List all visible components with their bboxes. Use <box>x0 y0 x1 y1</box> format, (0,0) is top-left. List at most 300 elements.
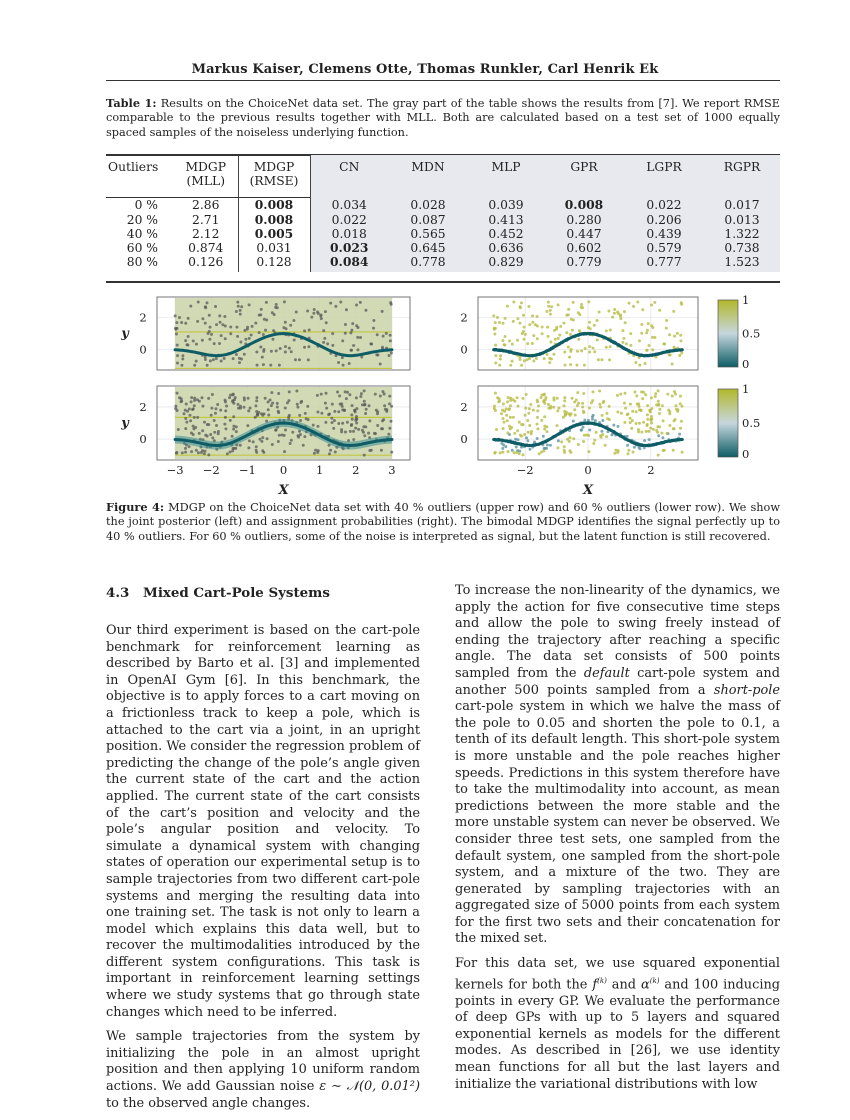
data-point <box>596 339 599 342</box>
data-point <box>557 439 560 442</box>
data-point <box>536 416 539 419</box>
data-point <box>368 404 371 407</box>
data-point <box>175 452 178 455</box>
data-point <box>501 451 504 454</box>
data-point <box>572 437 575 440</box>
data-point <box>271 443 274 446</box>
data-point <box>243 353 246 356</box>
data-point <box>594 419 597 422</box>
data-point <box>499 354 502 357</box>
data-point <box>680 351 683 354</box>
data-point <box>382 418 385 421</box>
data-point <box>582 426 585 429</box>
data-point <box>184 409 187 412</box>
data-point <box>582 410 585 413</box>
data-point <box>355 324 358 327</box>
data-point <box>232 357 235 360</box>
data-point <box>383 404 386 407</box>
data-point <box>346 421 349 424</box>
data-point <box>520 423 523 426</box>
table-cell-lgpr: 0.206 <box>624 213 704 227</box>
data-point <box>209 326 212 329</box>
data-point <box>511 449 514 452</box>
data-point <box>567 313 570 316</box>
data-point <box>364 309 367 312</box>
data-point <box>629 332 632 335</box>
table-header-row <box>106 155 780 192</box>
data-point <box>354 427 357 430</box>
data-point <box>645 331 648 334</box>
data-point <box>563 396 566 399</box>
data-point <box>196 416 199 419</box>
data-point <box>681 451 684 454</box>
data-point <box>389 339 392 342</box>
data-point <box>215 407 218 410</box>
data-point <box>284 406 287 409</box>
data-point <box>185 402 188 405</box>
data-point <box>224 427 227 430</box>
data-point <box>587 450 590 453</box>
data-point <box>658 412 661 415</box>
data-point <box>349 331 352 334</box>
y-axis-label: y <box>121 416 129 431</box>
data-point <box>264 329 267 332</box>
data-point <box>584 347 587 350</box>
data-point <box>348 393 351 396</box>
data-point <box>538 452 541 455</box>
data-point <box>674 392 677 395</box>
data-point <box>255 399 258 402</box>
data-point <box>543 415 546 418</box>
data-point <box>195 360 198 363</box>
data-point <box>176 354 179 357</box>
data-point <box>255 396 258 399</box>
data-point <box>190 431 193 434</box>
data-point <box>280 434 283 437</box>
data-point <box>368 419 371 422</box>
data-point <box>526 439 529 442</box>
data-point <box>548 361 551 364</box>
data-point <box>362 425 365 428</box>
data-point <box>349 430 352 433</box>
data-point <box>494 392 497 395</box>
data-point <box>236 335 239 338</box>
data-point <box>510 426 513 429</box>
table-cell-mdgp-mll: 2.71 <box>192 212 220 227</box>
data-point <box>368 449 371 452</box>
data-point <box>273 313 276 316</box>
running-head-authors: Markus Kaiser, Clemens Otte, Thomas Runkler, Carl Henrik Ek <box>191 62 659 77</box>
data-point <box>297 436 300 439</box>
table-cell-mlp: 0.636 <box>468 241 544 255</box>
data-point <box>341 422 344 425</box>
data-point <box>680 301 683 304</box>
table-cell-cn: 0.034 <box>310 192 388 212</box>
data-point <box>627 449 630 452</box>
data-point <box>564 364 567 367</box>
data-point <box>592 390 595 393</box>
data-point <box>532 359 535 362</box>
data-point <box>221 323 224 326</box>
data-point <box>356 348 359 351</box>
data-point <box>307 345 310 348</box>
data-point <box>340 430 343 433</box>
data-point <box>277 440 280 443</box>
data-point <box>518 450 521 453</box>
data-point <box>581 402 584 405</box>
data-point <box>574 413 577 416</box>
data-point <box>668 412 671 415</box>
data-point <box>592 347 595 350</box>
data-point <box>350 329 353 332</box>
data-point <box>563 351 566 354</box>
data-point <box>327 413 330 416</box>
data-point <box>525 393 528 396</box>
data-point <box>193 364 196 367</box>
data-point <box>572 420 575 423</box>
data-point <box>262 451 265 454</box>
data-point <box>352 344 355 347</box>
data-point <box>300 401 303 404</box>
data-point <box>650 396 653 399</box>
data-point <box>547 335 550 338</box>
data-point <box>185 421 188 424</box>
data-point <box>562 416 565 419</box>
table-cell-mlp: 0.413 <box>468 213 544 227</box>
data-point <box>341 339 344 342</box>
data-point <box>258 331 261 334</box>
data-point <box>653 336 656 339</box>
data-point <box>225 404 228 407</box>
data-point <box>348 362 351 365</box>
data-point <box>192 340 195 343</box>
data-point <box>255 451 258 454</box>
data-point <box>174 405 177 408</box>
data-point <box>270 391 273 394</box>
data-point <box>178 396 181 399</box>
data-point <box>528 424 531 427</box>
results-table <box>106 155 780 272</box>
data-point <box>509 416 512 419</box>
data-point <box>626 452 629 455</box>
data-point <box>591 418 594 421</box>
data-point <box>322 329 325 332</box>
data-point <box>650 324 653 327</box>
data-point <box>571 397 574 400</box>
data-point <box>363 403 366 406</box>
data-point <box>350 423 353 426</box>
x-tick-label: 3 <box>388 463 396 477</box>
data-point <box>176 344 179 347</box>
data-point <box>385 410 388 413</box>
data-point <box>340 402 343 405</box>
data-point <box>184 417 187 420</box>
data-point <box>524 414 527 417</box>
data-point <box>313 452 316 455</box>
data-point <box>590 401 593 404</box>
data-point <box>373 432 376 435</box>
data-point <box>381 346 384 349</box>
data-point <box>502 421 505 424</box>
paragraph: We sample trajectories from the system by initializing the pole in an almost upright position and then applying 10 uniform random actions. We add Gaussian noise ε ∼ 𝒩(0, 0.01²) to the observed angle changes. <box>106 1029 421 1111</box>
data-point <box>275 303 278 306</box>
table-cell-mlp: 0.829 <box>468 255 544 272</box>
colorbar-tick-label: 0 <box>742 357 750 371</box>
data-point <box>246 326 249 329</box>
data-point <box>673 335 676 338</box>
data-point <box>345 397 348 400</box>
data-point <box>181 357 184 360</box>
table-cell-mlp: 0.039 <box>468 192 544 212</box>
paragraph: To increase the non-linearity of the dynamics, we apply the action for five consecutive time steps and allow the pole to swing freely instead of ending the trajectory after reaching a specific angle. The data set consists of 500 points sampled from the default cart-pole system and another 500 points sampled from a short-pole cart-pole system in which we halve the mass of the pole to 0.05 and shorten the pole to 0.1, a tenth of its default length. This short-pole system is more unstable and the pole reaches higher speeds. Predictions in this system therefore have to take the multimodality into account, as mean predictions between the more stable and the more unstable system can never be observed. We consider three test sets, one sampled from the default system, one sampled from the short-pole system, and a mixture of the two. They are generated by sampling trajectories with an aggregated size of 5000 points from each system for the first two sets and their concatenation for the mixed set. <box>455 583 780 947</box>
data-point <box>649 427 652 430</box>
data-point <box>544 396 547 399</box>
data-point <box>197 451 200 454</box>
data-point <box>290 439 293 442</box>
data-point <box>636 300 639 303</box>
data-point <box>320 412 323 415</box>
data-point <box>286 401 289 404</box>
data-point <box>238 361 241 364</box>
data-point <box>662 449 665 452</box>
data-point <box>316 311 319 314</box>
data-point <box>174 327 177 330</box>
data-point <box>605 412 608 415</box>
data-point <box>546 326 549 329</box>
data-point <box>493 327 496 330</box>
data-point <box>363 389 366 392</box>
data-point <box>580 429 583 432</box>
data-point <box>236 403 239 406</box>
y-tick-label: 2 <box>139 310 147 325</box>
data-point <box>267 401 270 404</box>
data-point <box>536 437 539 440</box>
data-point <box>543 402 546 405</box>
data-point <box>255 351 258 354</box>
data-point <box>673 346 676 349</box>
data-point <box>359 395 362 398</box>
data-point <box>635 394 638 397</box>
data-point <box>654 392 657 395</box>
data-point <box>369 342 372 345</box>
data-point <box>547 305 550 308</box>
data-point <box>342 364 345 367</box>
data-point <box>638 339 641 342</box>
data-point <box>389 301 392 304</box>
data-point <box>224 337 227 340</box>
table-cell-mdn: 0.087 <box>388 213 468 227</box>
table-cell-rgpr: 0.738 <box>704 241 780 255</box>
colorbar-tick-label: 0.5 <box>742 326 761 341</box>
data-point <box>236 301 239 304</box>
data-point <box>303 329 306 332</box>
data-point <box>303 346 306 349</box>
data-point <box>288 414 291 417</box>
data-point <box>509 404 512 407</box>
data-point <box>193 404 196 407</box>
data-point <box>223 423 226 426</box>
data-point <box>235 326 238 329</box>
data-point <box>679 339 682 342</box>
data-point <box>494 362 497 365</box>
data-point <box>234 396 237 399</box>
data-point <box>567 345 570 348</box>
data-point <box>633 391 636 394</box>
table-cell-lgpr: 0.579 <box>624 241 704 255</box>
x-axis-label: X <box>278 483 289 498</box>
data-point <box>351 404 354 407</box>
data-point <box>546 353 549 356</box>
data-point <box>605 329 608 332</box>
data-point <box>188 445 191 448</box>
data-point <box>501 427 504 430</box>
data-point <box>624 407 627 410</box>
data-point <box>519 358 522 361</box>
data-point <box>521 397 524 400</box>
data-point <box>619 317 622 320</box>
data-point <box>195 449 198 452</box>
data-point <box>563 451 566 454</box>
data-point <box>547 403 550 406</box>
data-point <box>337 361 340 364</box>
data-point <box>229 451 232 454</box>
data-point <box>522 330 525 333</box>
data-point <box>213 431 216 434</box>
data-point <box>352 430 355 433</box>
data-point <box>644 362 647 365</box>
data-point <box>522 338 525 341</box>
figure-caption-text: MDGP on the ChoiceNet data set with 40 % outliers (upper row) and 60 % outliers (lower row). We show the joint posterior (left) and assignment probabilities (right). The bimodal MDGP identifies the signal perfectly up to 40 % outliers. For 60 % outliers, some of the noise is interpreted as signal, but the latent function is still recovered. <box>106 501 780 543</box>
data-point <box>562 322 565 325</box>
data-point <box>569 333 572 336</box>
table-row <box>106 227 780 241</box>
data-point <box>388 402 391 405</box>
data-point <box>635 410 638 413</box>
data-point <box>242 406 245 409</box>
data-point <box>250 334 253 337</box>
table-cell-cn: 0.084 <box>310 255 388 272</box>
data-point <box>184 339 187 342</box>
data-point <box>613 308 616 311</box>
data-point <box>226 452 229 455</box>
data-point <box>239 309 242 312</box>
data-point <box>376 354 379 357</box>
data-point <box>355 415 358 418</box>
table-cell-mdn: 0.645 <box>388 241 468 255</box>
data-point <box>254 404 257 407</box>
data-point <box>540 396 543 399</box>
data-point <box>583 434 586 437</box>
x-tick-label: −2 <box>202 463 220 477</box>
data-point <box>387 433 390 436</box>
data-point <box>494 344 497 347</box>
data-point <box>569 363 572 366</box>
data-point <box>355 396 358 399</box>
data-point <box>516 405 519 408</box>
data-point <box>537 404 540 407</box>
data-point <box>184 451 187 454</box>
data-point <box>518 322 521 325</box>
data-point <box>312 312 315 315</box>
data-point <box>194 426 197 429</box>
data-point <box>549 407 552 410</box>
data-point <box>298 414 301 417</box>
data-point <box>661 404 664 407</box>
col-header-lgpr: LGPR <box>624 155 704 192</box>
data-point <box>616 425 619 428</box>
data-point <box>355 304 358 307</box>
data-point <box>632 305 635 308</box>
data-point <box>220 359 223 362</box>
data-point <box>635 422 638 425</box>
data-point <box>210 414 213 417</box>
data-point <box>655 429 658 432</box>
data-point <box>201 429 204 432</box>
data-point <box>388 354 391 357</box>
data-point <box>512 300 515 303</box>
data-point <box>572 301 575 304</box>
data-point <box>678 354 681 357</box>
data-point <box>611 316 614 319</box>
data-point <box>557 337 560 340</box>
data-point <box>338 394 341 397</box>
data-point <box>211 393 214 396</box>
data-point <box>240 358 243 361</box>
data-point <box>526 342 529 345</box>
data-point <box>646 413 649 416</box>
data-point <box>672 427 675 430</box>
data-point <box>247 409 250 412</box>
data-point <box>666 393 669 396</box>
data-point <box>379 362 382 365</box>
data-point <box>601 414 604 417</box>
data-point <box>650 304 653 307</box>
table-cell-outliers: 40 % <box>126 226 158 241</box>
data-point <box>640 430 643 433</box>
data-point <box>357 428 360 431</box>
data-point <box>577 443 580 446</box>
data-point <box>652 428 655 431</box>
data-point <box>671 362 674 365</box>
data-point <box>545 430 548 433</box>
data-point <box>555 326 558 329</box>
data-point <box>244 338 247 341</box>
table-cell-mdn: 0.778 <box>388 255 468 272</box>
data-point <box>657 389 660 392</box>
data-point <box>582 392 585 395</box>
data-point <box>605 435 608 438</box>
data-point <box>174 314 177 317</box>
data-point <box>319 314 322 317</box>
data-point <box>502 322 505 325</box>
data-point <box>310 316 313 319</box>
data-point <box>262 363 265 366</box>
data-point <box>526 358 529 361</box>
data-point <box>535 357 538 360</box>
data-point <box>565 331 568 334</box>
data-point <box>658 309 661 312</box>
data-point <box>541 325 544 328</box>
data-point <box>316 425 319 428</box>
data-point <box>229 325 232 328</box>
data-point <box>678 433 681 436</box>
data-point <box>576 391 579 394</box>
data-point <box>617 449 620 452</box>
data-point <box>494 321 497 324</box>
data-point <box>646 329 649 332</box>
data-point <box>641 397 644 400</box>
data-point <box>206 364 209 367</box>
